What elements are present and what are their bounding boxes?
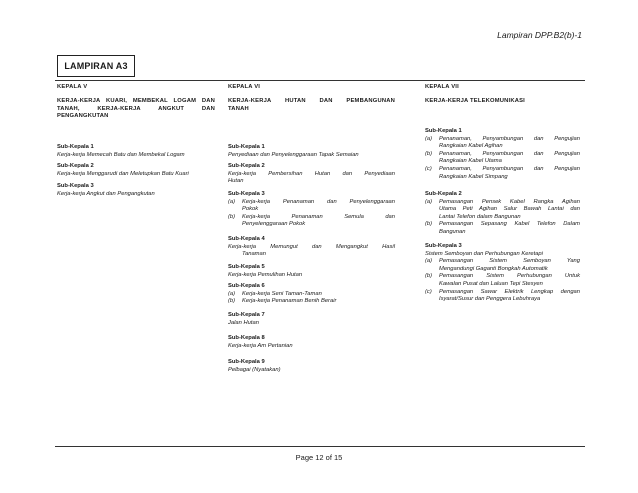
col2-kepala: KEPALA VI (228, 84, 261, 90)
col3-kepala: KEPALA VII (425, 84, 459, 90)
col2-sub5: Sub-Kepala 5 Kerja-kerja Pemulihan Hutan (228, 264, 303, 278)
document-reference: Lampiran DPP.B2(b)-1 (497, 30, 582, 40)
col1-sub1: Sub-Kepala 1 Kerja-kerja Memecah Batu dan Membekal Logam (57, 144, 185, 158)
col2-sub7: Sub-Kepala 7 Jalan Hutan (228, 312, 265, 326)
appendix-title: LAMPIRAN A3 (57, 55, 135, 77)
col1-kepala: KEPALA V (57, 84, 88, 90)
col2-sub9: Sub-Kepala 9 Pelbagai (Nyatakan) (228, 359, 281, 373)
divider-top (55, 80, 585, 81)
col1-heading: KERJA-KERJA KUARI, MEMBEKAL LOGAM DAN TANAH, KERJA-KERJA ANGKUT DAN PENGANGKUTAN (57, 98, 215, 120)
col2-sub4: Sub-Kepala 4 Kerja-kerja Memungut dan Mengangkut Hasil Tanaman (228, 236, 395, 258)
col1-sub2: Sub-Kepala 2 Kerja-kerja Menggarudi dan Meletupkan Batu Kuari (57, 163, 189, 177)
col3-sub2: Sub-Kepala 2 (a) Pemasangan Pensek Kabel Rangka Agihan Utama Peti Agihan Salur Bawah Lantai dan Lantai Telefon dalam Bangunan (b) Pemasangan Sepasang Kabel Telefon Dalam Bangunan (425, 191, 580, 235)
page-number: Page 12 of 15 (295, 453, 343, 462)
col2-sub1: Sub-Kepala 1 Penyediaan dan Penyelenggaraan Tapak Semaian (228, 144, 359, 158)
col1-sub3: Sub-Kepala 3 Kerja-kerja Angkut dan Pengangkutan (57, 183, 155, 197)
col3-sub1: Sub-Kepala 1 (a) Penanaman, Penyambungan dan Pengujian Rangkaian Kabel Agihan (b) Penanaman, Penyambungan dan Pengujian Rangkaian Kabel Utama (c) Penanaman, Penyambungan dan Pengujian Rangkaian Kabel Simpang (425, 128, 580, 180)
col2-sub6: Sub-Kepala 6 (a) Kerja-kerja Seni Taman-Taman (b) Kerja-kerja Penanaman Benih Berair (228, 283, 337, 305)
col2-sub8: Sub-Kepala 8 Kerja-kerja Am Pertanian (228, 335, 293, 349)
col2-heading: KERJA-KERJA HUTAN DAN PEMBANGUNAN TANAH (228, 98, 395, 112)
col3-sub3: Sub-Kepala 3 Sistem Semboyan dan Perhubungan Keretapi (a) Pemasangan Sistem Semboyan Yang Mengandungi Gaganti Bongkah Automatik (b) Pemasangan Sistem Perhubungan Untuk Kawalan Pusat dan Laluan Tepi Stesyen (c) Pemasangan Sawar Elektrik Lengkap dengan Isyarat/Susur dan Penggera Lebuhraya (425, 243, 580, 303)
col3-heading: KERJA-KERJA TELEKOMUNIKASI (425, 98, 525, 104)
col2-sub3: Sub-Kepala 3 (a) Kerja-kerja Penanaman dan Penyelenggaraan Pokok (b) Kerja-kerja Penanaman Semula dan Penyelenggaraan Pokok (228, 191, 395, 228)
col2-sub2: Sub-Kepala 2 Kerja-kerja Pembersihan Hutan dan Penyediaan Hutan (228, 163, 395, 185)
divider-bottom (55, 446, 585, 447)
